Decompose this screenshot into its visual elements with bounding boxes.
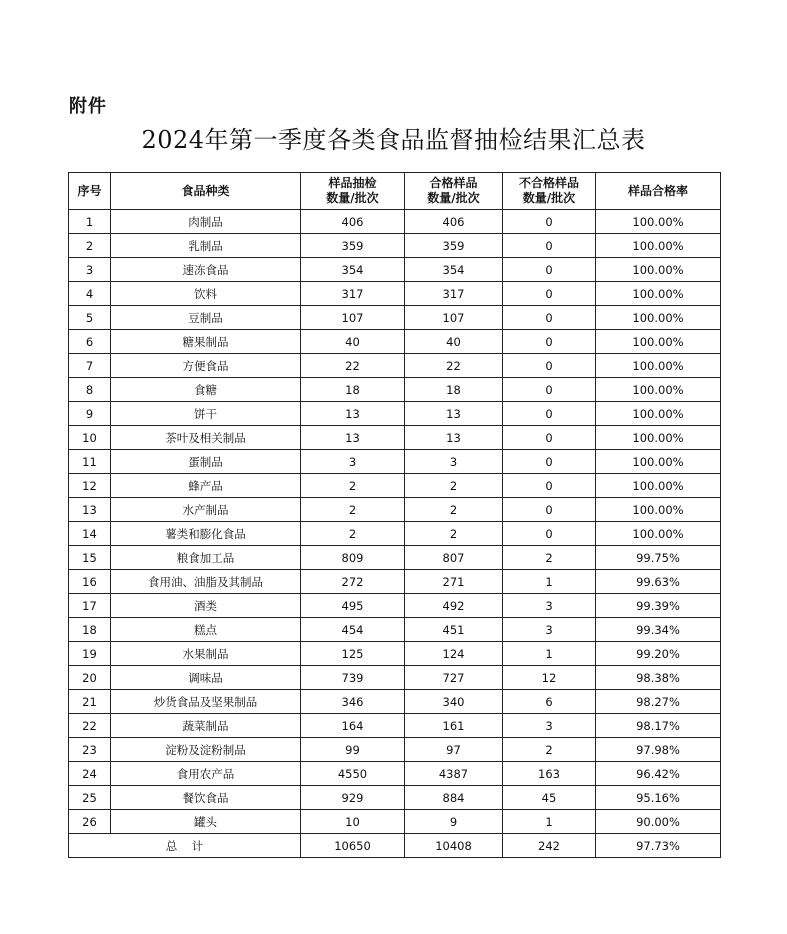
cell-passed: 354 xyxy=(405,258,503,282)
cell-sampled: 164 xyxy=(301,714,405,738)
cell-failed: 0 xyxy=(503,450,596,474)
cell-passed: 317 xyxy=(405,282,503,306)
table-row xyxy=(69,474,721,498)
cell-failed: 0 xyxy=(503,378,596,402)
cell-failed: 1 xyxy=(503,642,596,666)
cell-rate: 98.38% xyxy=(596,666,721,690)
cell-failed: 0 xyxy=(503,426,596,450)
cell-failed: 0 xyxy=(503,474,596,498)
document-title: 2024年第一季度各类食品监督抽检结果汇总表 xyxy=(141,126,646,154)
cell-no: 7 xyxy=(69,354,111,378)
cell-category: 饼干 xyxy=(111,402,301,426)
table-row xyxy=(69,786,721,810)
table-row xyxy=(69,354,721,378)
cell-no: 11 xyxy=(69,450,111,474)
cell-passed: 161 xyxy=(405,714,503,738)
table-body xyxy=(69,210,721,834)
table-row xyxy=(69,810,721,834)
cell-sampled: 99 xyxy=(301,738,405,762)
cell-no: 24 xyxy=(69,762,111,786)
table-row xyxy=(69,402,721,426)
cell-rate: 100.00% xyxy=(596,210,721,234)
cell-sampled: 13 xyxy=(301,426,405,450)
cell-category: 食糖 xyxy=(111,378,301,402)
cell-category: 乳制品 xyxy=(111,234,301,258)
cell-no: 10 xyxy=(69,426,111,450)
total-label: 总 计 xyxy=(69,834,301,858)
header-sampled xyxy=(301,173,405,210)
cell-passed: 451 xyxy=(405,618,503,642)
cell-rate: 100.00% xyxy=(596,426,721,450)
cell-failed: 12 xyxy=(503,666,596,690)
cell-no: 15 xyxy=(69,546,111,570)
cell-failed: 1 xyxy=(503,810,596,834)
cell-passed: 13 xyxy=(405,402,503,426)
cell-category: 食用农产品 xyxy=(111,762,301,786)
cell-passed: 492 xyxy=(405,594,503,618)
cell-failed: 0 xyxy=(503,282,596,306)
cell-no: 26 xyxy=(69,810,111,834)
cell-category: 饮料 xyxy=(111,282,301,306)
cell-no: 16 xyxy=(69,570,111,594)
cell-passed: 727 xyxy=(405,666,503,690)
cell-sampled: 739 xyxy=(301,666,405,690)
cell-sampled: 10 xyxy=(301,810,405,834)
cell-sampled: 13 xyxy=(301,402,405,426)
cell-category: 糖果制品 xyxy=(111,330,301,354)
cell-rate: 100.00% xyxy=(596,522,721,546)
cell-no: 22 xyxy=(69,714,111,738)
cell-sampled: 18 xyxy=(301,378,405,402)
cell-rate: 90.00% xyxy=(596,810,721,834)
table-row xyxy=(69,426,721,450)
total-failed: 242 xyxy=(503,834,596,858)
cell-rate: 100.00% xyxy=(596,306,721,330)
cell-passed: 4387 xyxy=(405,762,503,786)
header-passed-line2: 数量/批次 xyxy=(427,191,480,205)
cell-failed: 0 xyxy=(503,402,596,426)
cell-category: 速冻食品 xyxy=(111,258,301,282)
total-passed: 10408 xyxy=(405,834,503,858)
cell-passed: 22 xyxy=(405,354,503,378)
table-row xyxy=(69,642,721,666)
cell-category: 蔬菜制品 xyxy=(111,714,301,738)
table-header xyxy=(69,173,721,210)
cell-rate: 100.00% xyxy=(596,282,721,306)
cell-rate: 99.63% xyxy=(596,570,721,594)
cell-rate: 100.00% xyxy=(596,498,721,522)
table-row xyxy=(69,306,721,330)
header-row xyxy=(69,173,721,210)
table-row xyxy=(69,690,721,714)
cell-passed: 40 xyxy=(405,330,503,354)
cell-rate: 96.42% xyxy=(596,762,721,786)
cell-rate: 100.00% xyxy=(596,330,721,354)
cell-category: 罐头 xyxy=(111,810,301,834)
cell-sampled: 22 xyxy=(301,354,405,378)
attachment-label: 附件 xyxy=(69,96,107,117)
cell-rate: 100.00% xyxy=(596,354,721,378)
cell-failed: 45 xyxy=(503,786,596,810)
header-failed-line2: 数量/批次 xyxy=(522,191,576,205)
table-row xyxy=(69,378,721,402)
cell-passed: 124 xyxy=(405,642,503,666)
cell-failed: 3 xyxy=(503,714,596,738)
cell-sampled: 107 xyxy=(301,306,405,330)
cell-passed: 9 xyxy=(405,810,503,834)
table-row xyxy=(69,258,721,282)
cell-failed: 0 xyxy=(503,498,596,522)
cell-passed: 13 xyxy=(405,426,503,450)
cell-rate: 99.75% xyxy=(596,546,721,570)
cell-no: 20 xyxy=(69,666,111,690)
cell-no: 13 xyxy=(69,498,111,522)
header-sampled-line2: 数量/批次 xyxy=(326,191,379,205)
table-row xyxy=(69,210,721,234)
cell-rate: 97.98% xyxy=(596,738,721,762)
header-category: 食品种类 xyxy=(111,173,301,210)
cell-sampled: 495 xyxy=(301,594,405,618)
cell-rate: 99.34% xyxy=(596,618,721,642)
cell-rate: 100.00% xyxy=(596,234,721,258)
cell-passed: 2 xyxy=(405,498,503,522)
cell-sampled: 809 xyxy=(301,546,405,570)
cell-category: 方便食品 xyxy=(111,354,301,378)
table-row xyxy=(69,282,721,306)
table-row xyxy=(69,498,721,522)
cell-category: 餐饮食品 xyxy=(111,786,301,810)
cell-no: 1 xyxy=(69,210,111,234)
cell-passed: 884 xyxy=(405,786,503,810)
cell-failed: 6 xyxy=(503,690,596,714)
cell-failed: 0 xyxy=(503,330,596,354)
cell-no: 18 xyxy=(69,618,111,642)
cell-no: 12 xyxy=(69,474,111,498)
total-sampled: 10650 xyxy=(301,834,405,858)
cell-category: 水产制品 xyxy=(111,498,301,522)
cell-no: 14 xyxy=(69,522,111,546)
cell-failed: 0 xyxy=(503,522,596,546)
cell-failed: 3 xyxy=(503,618,596,642)
cell-no: 5 xyxy=(69,306,111,330)
cell-category: 豆制品 xyxy=(111,306,301,330)
cell-sampled: 2 xyxy=(301,522,405,546)
cell-rate: 100.00% xyxy=(596,474,721,498)
table-row xyxy=(69,594,721,618)
cell-sampled: 4550 xyxy=(301,762,405,786)
cell-failed: 1 xyxy=(503,570,596,594)
cell-passed: 18 xyxy=(405,378,503,402)
cell-rate: 98.27% xyxy=(596,690,721,714)
cell-no: 8 xyxy=(69,378,111,402)
cell-no: 23 xyxy=(69,738,111,762)
table-row xyxy=(69,738,721,762)
cell-category: 调味品 xyxy=(111,666,301,690)
cell-category: 水果制品 xyxy=(111,642,301,666)
cell-passed: 807 xyxy=(405,546,503,570)
cell-failed: 0 xyxy=(503,234,596,258)
cell-no: 19 xyxy=(69,642,111,666)
cell-sampled: 317 xyxy=(301,282,405,306)
cell-failed: 163 xyxy=(503,762,596,786)
total-row xyxy=(69,834,721,858)
table-row xyxy=(69,522,721,546)
table-row xyxy=(69,618,721,642)
cell-passed: 406 xyxy=(405,210,503,234)
cell-no: 25 xyxy=(69,786,111,810)
cell-category: 薯类和膨化食品 xyxy=(111,522,301,546)
cell-category: 粮食加工品 xyxy=(111,546,301,570)
header-failed-line1: 不合格样品 xyxy=(518,176,579,190)
cell-rate: 100.00% xyxy=(596,450,721,474)
cell-rate: 99.39% xyxy=(596,594,721,618)
cell-passed: 2 xyxy=(405,522,503,546)
cell-sampled: 40 xyxy=(301,330,405,354)
cell-category: 蜂产品 xyxy=(111,474,301,498)
cell-failed: 3 xyxy=(503,594,596,618)
cell-sampled: 346 xyxy=(301,690,405,714)
cell-sampled: 454 xyxy=(301,618,405,642)
cell-passed: 359 xyxy=(405,234,503,258)
table-row xyxy=(69,234,721,258)
header-rate: 样品合格率 xyxy=(596,173,721,210)
cell-rate: 98.17% xyxy=(596,714,721,738)
cell-category: 蛋制品 xyxy=(111,450,301,474)
cell-sampled: 125 xyxy=(301,642,405,666)
cell-rate: 100.00% xyxy=(596,258,721,282)
table-row xyxy=(69,546,721,570)
table-row xyxy=(69,666,721,690)
cell-rate: 100.00% xyxy=(596,378,721,402)
table-row xyxy=(69,450,721,474)
cell-category: 炒货食品及坚果制品 xyxy=(111,690,301,714)
header-passed-line1: 合格样品 xyxy=(429,176,478,190)
cell-category: 淀粉及淀粉制品 xyxy=(111,738,301,762)
cell-sampled: 272 xyxy=(301,570,405,594)
header-failed xyxy=(503,173,596,210)
cell-passed: 340 xyxy=(405,690,503,714)
table-row xyxy=(69,714,721,738)
cell-category: 酒类 xyxy=(111,594,301,618)
header-passed xyxy=(405,173,503,210)
table-row xyxy=(69,762,721,786)
inspection-summary-table xyxy=(68,172,721,858)
cell-sampled: 3 xyxy=(301,450,405,474)
cell-sampled: 359 xyxy=(301,234,405,258)
table-row xyxy=(69,330,721,354)
cell-category: 食用油、油脂及其制品 xyxy=(111,570,301,594)
header-sampled-line1: 样品抽检 xyxy=(328,176,377,190)
cell-failed: 2 xyxy=(503,546,596,570)
cell-no: 21 xyxy=(69,690,111,714)
cell-failed: 0 xyxy=(503,306,596,330)
cell-no: 17 xyxy=(69,594,111,618)
cell-sampled: 2 xyxy=(301,498,405,522)
cell-failed: 0 xyxy=(503,210,596,234)
cell-no: 4 xyxy=(69,282,111,306)
table-row xyxy=(69,570,721,594)
cell-passed: 107 xyxy=(405,306,503,330)
cell-passed: 271 xyxy=(405,570,503,594)
cell-sampled: 406 xyxy=(301,210,405,234)
cell-category: 糕点 xyxy=(111,618,301,642)
cell-sampled: 2 xyxy=(301,474,405,498)
cell-rate: 95.16% xyxy=(596,786,721,810)
cell-passed: 3 xyxy=(405,450,503,474)
table-footer xyxy=(69,834,721,858)
cell-rate: 100.00% xyxy=(596,402,721,426)
cell-failed: 0 xyxy=(503,258,596,282)
cell-sampled: 354 xyxy=(301,258,405,282)
cell-category: 茶叶及相关制品 xyxy=(111,426,301,450)
header-no: 序号 xyxy=(69,173,111,210)
cell-no: 2 xyxy=(69,234,111,258)
cell-failed: 0 xyxy=(503,354,596,378)
cell-no: 9 xyxy=(69,402,111,426)
cell-rate: 99.20% xyxy=(596,642,721,666)
cell-passed: 97 xyxy=(405,738,503,762)
cell-sampled: 929 xyxy=(301,786,405,810)
cell-failed: 2 xyxy=(503,738,596,762)
total-rate: 97.73% xyxy=(596,834,721,858)
cell-no: 6 xyxy=(69,330,111,354)
cell-category: 肉制品 xyxy=(111,210,301,234)
cell-no: 3 xyxy=(69,258,111,282)
cell-passed: 2 xyxy=(405,474,503,498)
